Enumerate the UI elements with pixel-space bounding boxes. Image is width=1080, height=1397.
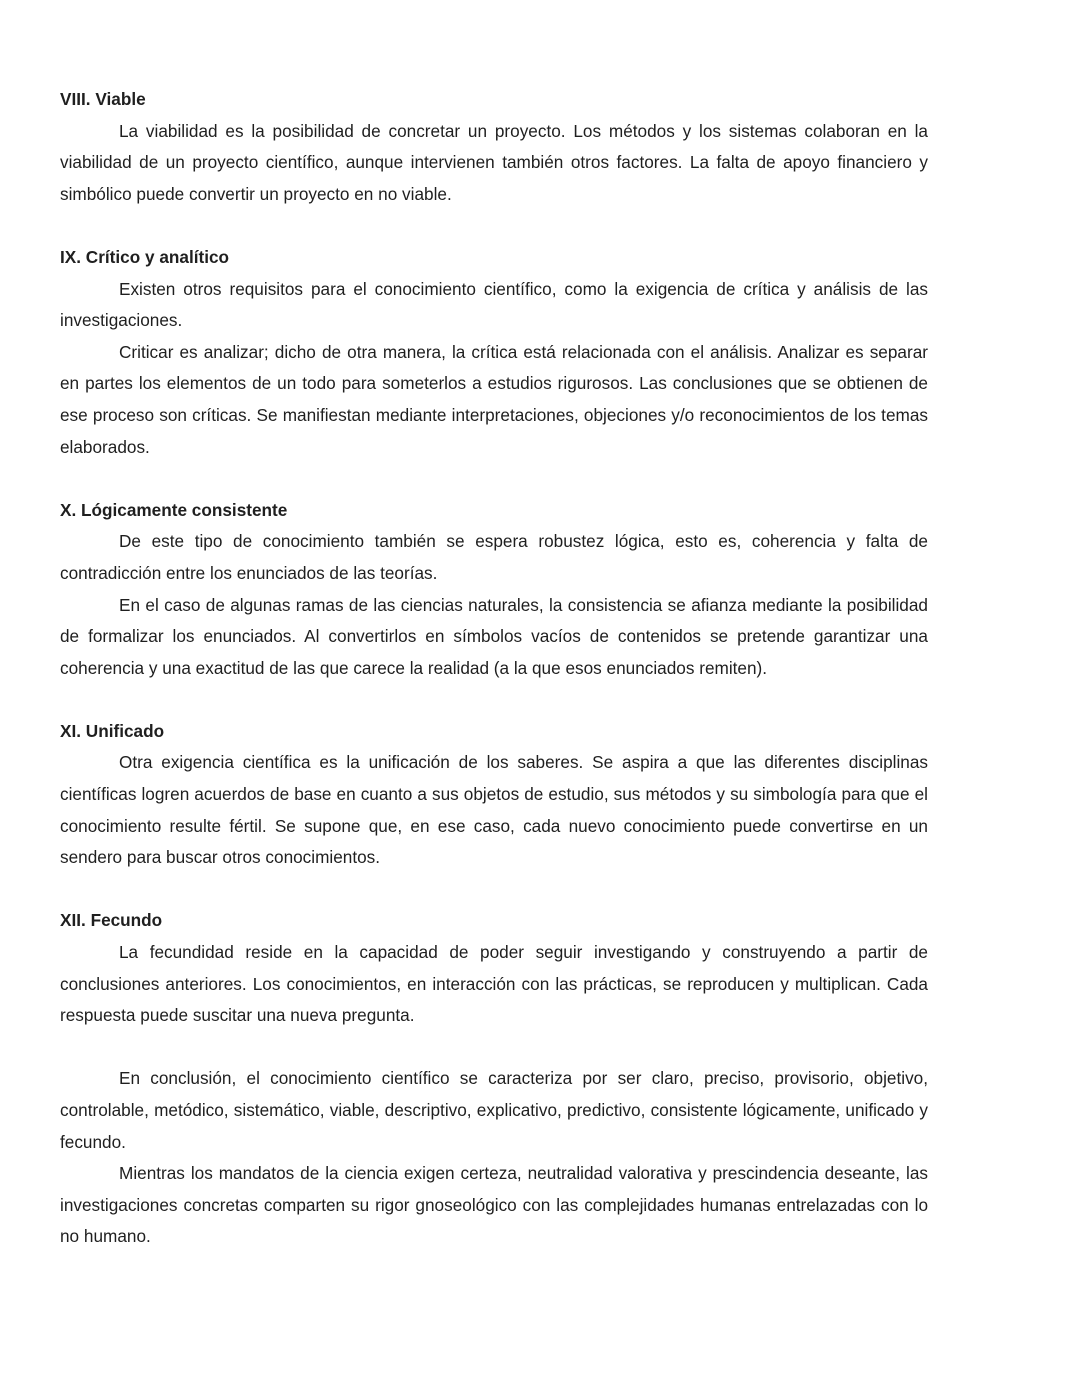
section-fecundo [60,905,928,1031]
section-heading: VIII. Viable [60,89,146,109]
section-heading: X. Lógicamente consistente [60,499,288,520]
paragraph: En el caso de algunas ramas de las ciencias naturales, la consistencia se afianza mediante la posibilidad de formalizar los enunciados. Al convertirlos en símbolos vacíos de contenidos se pretende garantizar una coherencia y una exactitud de las que carece la realidad (a la que esos enunciados remiten). [60,594,928,678]
conclusion-paragraph: Mientras los mandatos de la ciencia exigen certeza, neutralidad valorativa y prescindencia deseante, las investigaciones concretas comparten su rigor gnoseológico con las complejidades humanas entrelazadas con lo no humano. [60,1163,928,1247]
paragraph: Criticar es analizar; dicho de otra manera, la crítica está relacionada con el análisis. Analizar es separar en partes los elementos de un todo para someterlos a estudios rigurosos. Las conclusiones que se obtienen de ese proceso son críticas. Se manifiestan mediante interpretaciones, objeciones y/o reconocimientos de los temas elaborados. [60,341,928,457]
paragraph: La fecundidad reside en la capacidad de poder seguir investigando y construyendo a partir de conclusiones anteriores. Los conocimientos, en interacción con las prácticas, se reproducen y multiplican. Cada respuesta puede suscitar una nueva pregunta. [60,942,928,1026]
paragraph: De este tipo de conocimiento también se espera robustez lógica, esto es, coherencia y falta de contradicción entre los enunciados de las teorías. [60,531,928,583]
paragraph: Otra exigencia científica es la unificación de los saberes. Se aspira a que las diferentes disciplinas científicas logren acuerdos de base en cuanto a sus objetos de estudio, sus métodos y su simbología para que el conocimiento resulte fértil. Se supone que, en ese caso, cada nuevo conocimiento puede convertirse en un sendero para buscar otros conocimientos. [60,752,928,868]
section-viable [60,84,928,210]
conclusion-block [60,1063,928,1253]
paragraph: Existen otros requisitos para el conocimiento científico, como la exigencia de crítica y análisis de las investigaciones. [60,278,928,331]
conclusion-paragraph: En conclusión, el conocimiento científico se caracteriza por ser claro, preciso, provisorio, objetivo, controlable, metódico, sistemático, viable, descriptivo, explicativo, predictivo, consistente lógicamente, unificado y fecundo. [60,1068,928,1152]
document-page [60,84,928,1253]
section-heading: IX. Crítico y analítico [60,246,230,267]
section-unificado [60,716,928,874]
section-critico-analitico [60,242,928,463]
paragraph: La viabilidad es la posibilidad de concretar un proyecto. Los métodos y los sistemas colaboran en la viabilidad de un proyecto científico, aunque intervienen también otros factores. La falta de apoyo financiero y simbólico puede convertir un proyecto en no viable. [60,120,928,204]
section-heading: XII. Fecundo [60,910,163,931]
section-logicamente-consistente [60,495,928,685]
section-heading: XI. Unificado [60,720,165,741]
